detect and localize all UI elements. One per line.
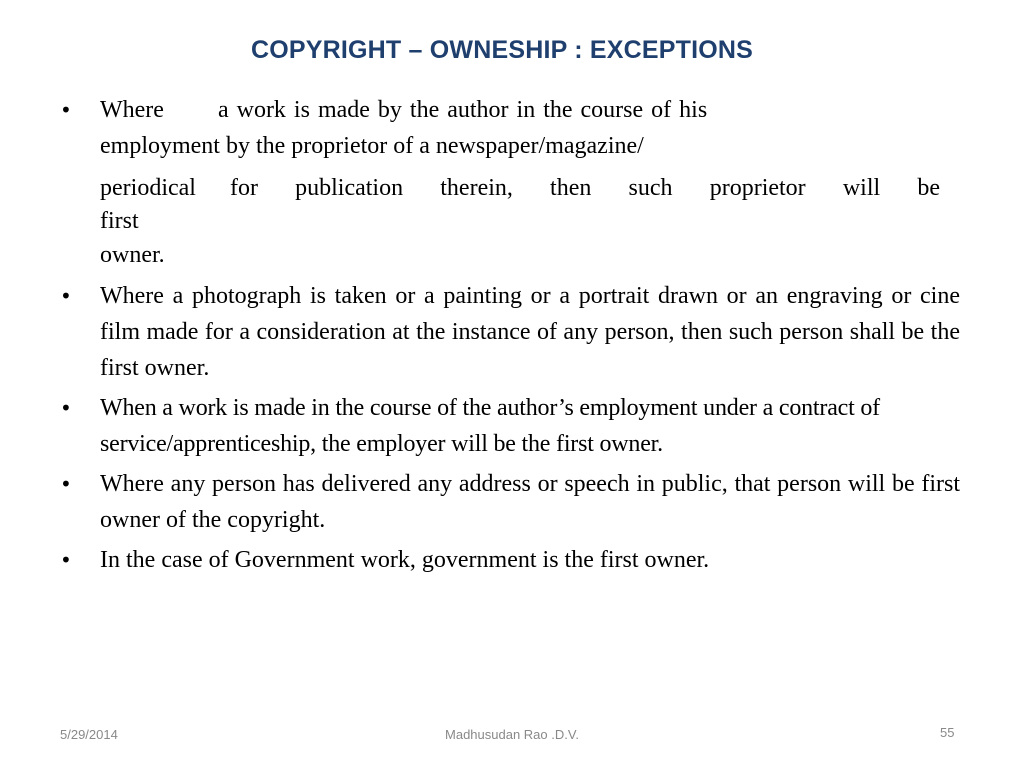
bullet-1-line-5: owner. (100, 242, 165, 268)
bullet-item-1 (60, 92, 960, 274)
bullet-1-line-1: Where a work is made by the author in the course of his (100, 97, 708, 123)
footer-author: Madhusudan Rao .D.V. (445, 727, 579, 742)
bullet-item-2 (60, 278, 960, 386)
bullet-1-line-2: employment by the proprietor of a newspaper/magazine/ (100, 133, 644, 159)
bullet-3-text: When a work is made in the course of the author’s employment under a contract of service/apprenticeship, the employer will be the first owner. (100, 395, 880, 457)
bullet-icon: • (60, 472, 72, 496)
bullet-2-text: Where a photograph is taken or a painting or a portrait drawn or an engraving or cine film made for a consideration at the instance of any person, then such person shall be the first owner. (100, 283, 960, 381)
bullet-icon: • (60, 548, 72, 572)
bullet-icon: • (60, 98, 72, 122)
slide-content (60, 92, 960, 582)
footer-date: 5/29/2014 (60, 727, 118, 742)
bullet-icon: • (60, 284, 72, 308)
bullet-item-5 (60, 542, 960, 578)
bullet-item-3 (60, 390, 960, 462)
bullet-icon: • (60, 396, 72, 420)
footer-page-number: 55 (940, 725, 955, 740)
bullet-1-line-3: periodical for publication therein, then such proprietor will be (100, 175, 940, 201)
bullet-4-text: Where any person has delivered any address or speech in public, that person will be first owner of the copyright. (100, 471, 960, 533)
bullet-5-text: In the case of Government work, government is the first owner. (100, 547, 710, 573)
bullet-item-4 (60, 466, 960, 538)
slide-title: COPYRIGHT – OWNESHIP : EXCEPTIONS (250, 36, 754, 64)
bullet-1-line-4: first (100, 208, 139, 234)
